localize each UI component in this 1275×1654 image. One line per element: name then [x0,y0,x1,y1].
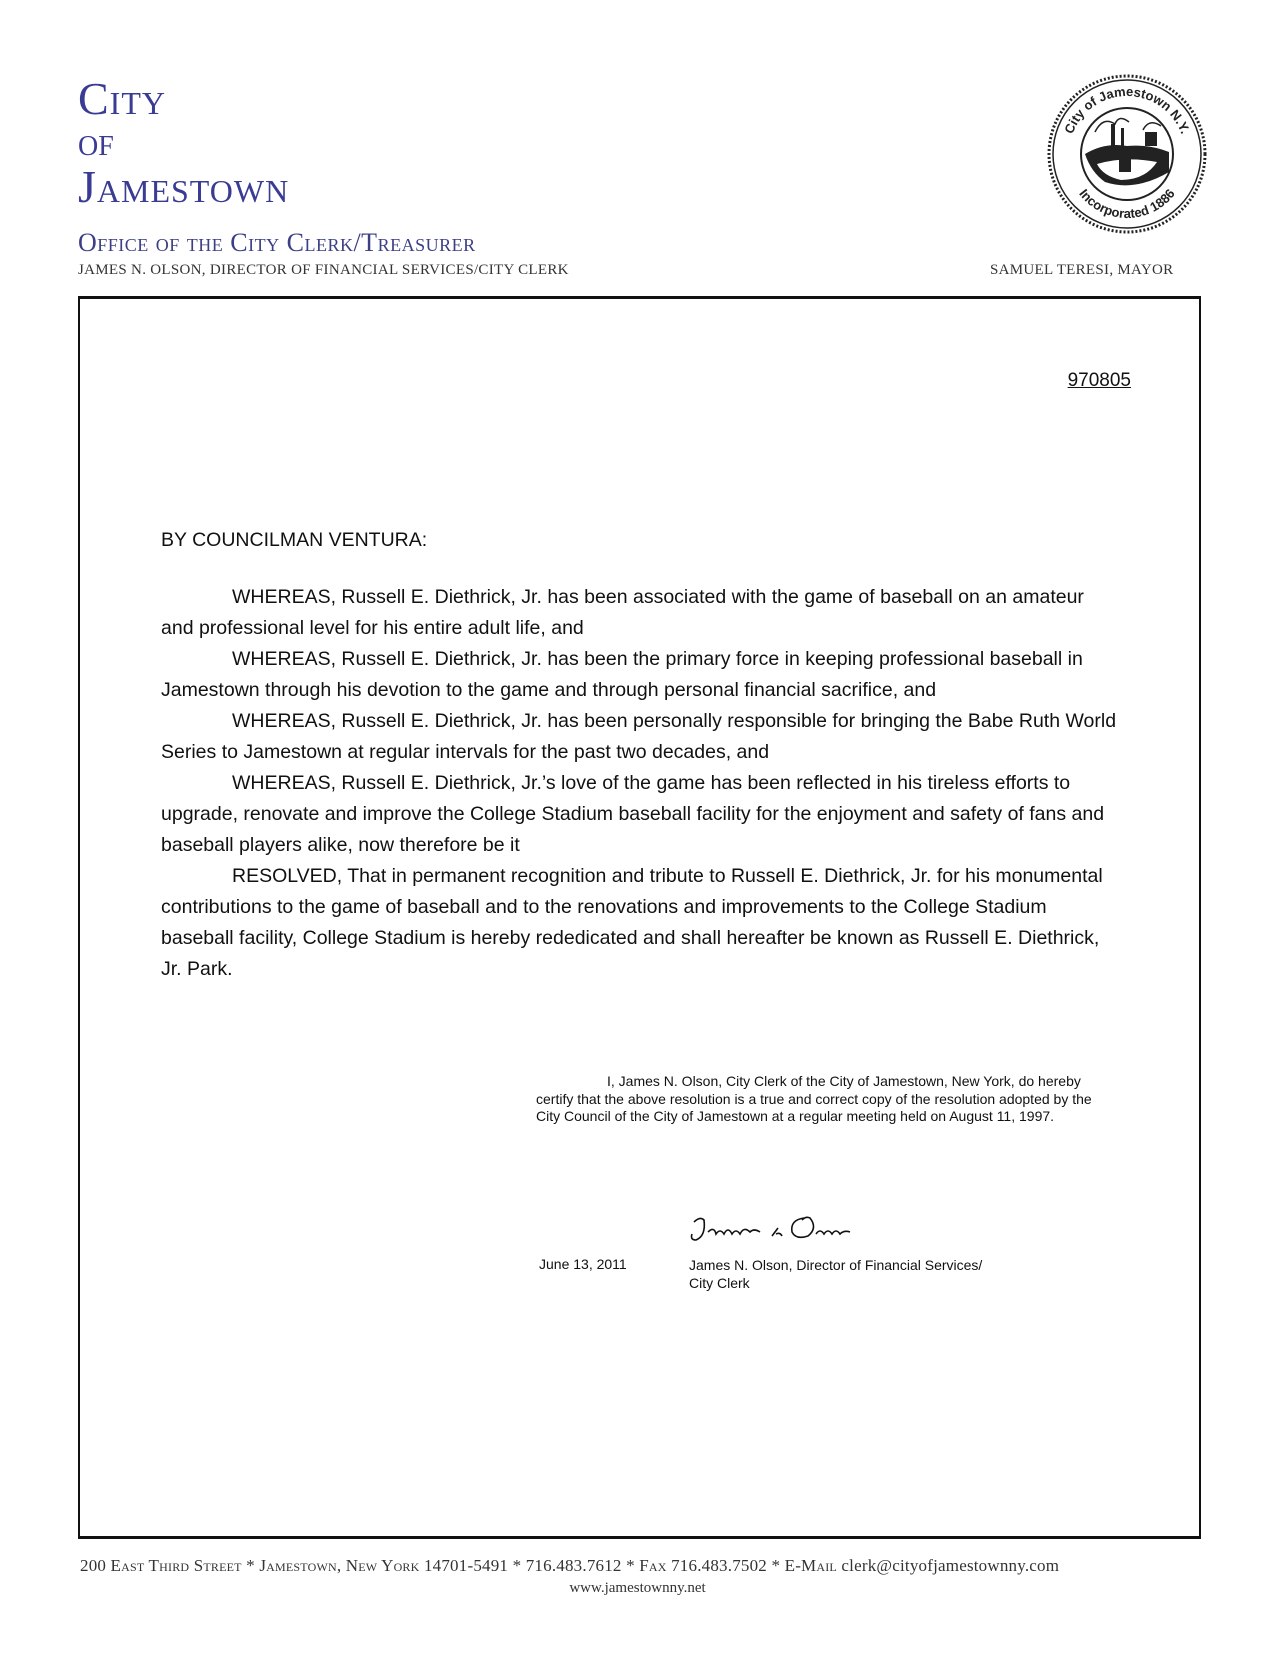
footer-separator: * [246,1556,255,1575]
footer-city: Jamestown, New York 14701-5491 [259,1556,509,1575]
footer-separator: * [626,1556,635,1575]
footer-separator: * [771,1556,781,1575]
whereas-paragraph: WHEREAS, Russell E. Diethrick, Jr.’s love of the game has been reflected in his tireless efforts to upgrade, renovate and improve the College Stadium baseball facility for the enjoyment and safety of fans and baseball players alike, now therefore be it [161,772,1105,856]
city-seal-icon [1045,72,1209,236]
signer-block [689,1256,982,1292]
footer-street: 200 East Third Street [80,1556,242,1575]
footer-fax-label: Fax [639,1556,667,1575]
seal-top-text: City of Jamestown N.Y. [1061,83,1193,136]
resolution-body [161,582,1121,985]
office-name: Office of the City Clerk/Treasurer [78,228,476,257]
director-name: JAMES N. OLSON, DIRECTOR OF FINANCIAL SERVICES/CITY CLERK [78,262,569,278]
footer-fax: 716.483.7502 [671,1556,767,1575]
letterhead-title-jamestown: Jamestown [78,161,290,212]
whereas-paragraph: WHEREAS, Russell E. Diethrick, Jr. has been the primary force in keeping professional baseball in Jamestown through his devotion to the game and through personal financial sacrifice, and [161,648,1083,701]
signature-date: June 13, 2011 [539,1256,627,1272]
signer-title-line1: James N. Olson, Director of Financial Services/ [689,1257,983,1273]
svg-text:Incorporated 1886 [1076,186,1177,221]
certification-text: I, James N. Olson, City Clerk of the City of Jamestown, New York, do hereby certify that the above resolution is a true and correct copy of the resolution adopted by the City Council of the City of Jamestown at a regular meeting held on August 11, 1997. [536,1073,1092,1124]
letterhead-title-city: City [78,73,166,124]
footer-website-link[interactable]: www.jamestownny.net [569,1580,706,1596]
mayor-name: SAMUEL TERESI, MAYOR [990,262,1174,278]
resolution-number: 970805 [1067,370,1131,391]
signature-icon [686,1208,896,1248]
sponsor-line: BY COUNCILMAN VENTURA: [161,529,428,551]
footer-separator: * [512,1556,522,1575]
footer-email-link[interactable]: clerk@cityofjamestownny.com [841,1556,1060,1575]
resolved-paragraph: RESOLVED, That in permanent recognition and tribute to Russell E. Diethrick, Jr. for his monumental contributions to the game of baseball and to the renovations and improvements to the College Stadium baseball facility, College Stadium is hereby rededicated and shall hereafter be known as Russell E. Diethrick, Jr. Park. [161,865,1103,980]
footer-address [80,1556,1200,1576]
seal-bottom-text: Incorporated 1886 [1076,185,1178,222]
certification-block [536,1073,1096,1126]
whereas-paragraph: WHEREAS, Russell E. Diethrick, Jr. has been personally responsible for bringing the Babe Ruth World Series to Jamestown at regular intervals for the past two decades, and [161,710,1117,763]
letterhead-title-of: of [78,119,114,164]
signer-title-line2: City Clerk [689,1275,750,1291]
footer-email-label: E-Mail [784,1556,837,1575]
whereas-paragraph: WHEREAS, Russell E. Diethrick, Jr. has been associated with the game of baseball on an amateur and professional level for his entire adult life, and [161,586,1084,639]
footer-phone: 716.483.7612 [525,1556,622,1575]
